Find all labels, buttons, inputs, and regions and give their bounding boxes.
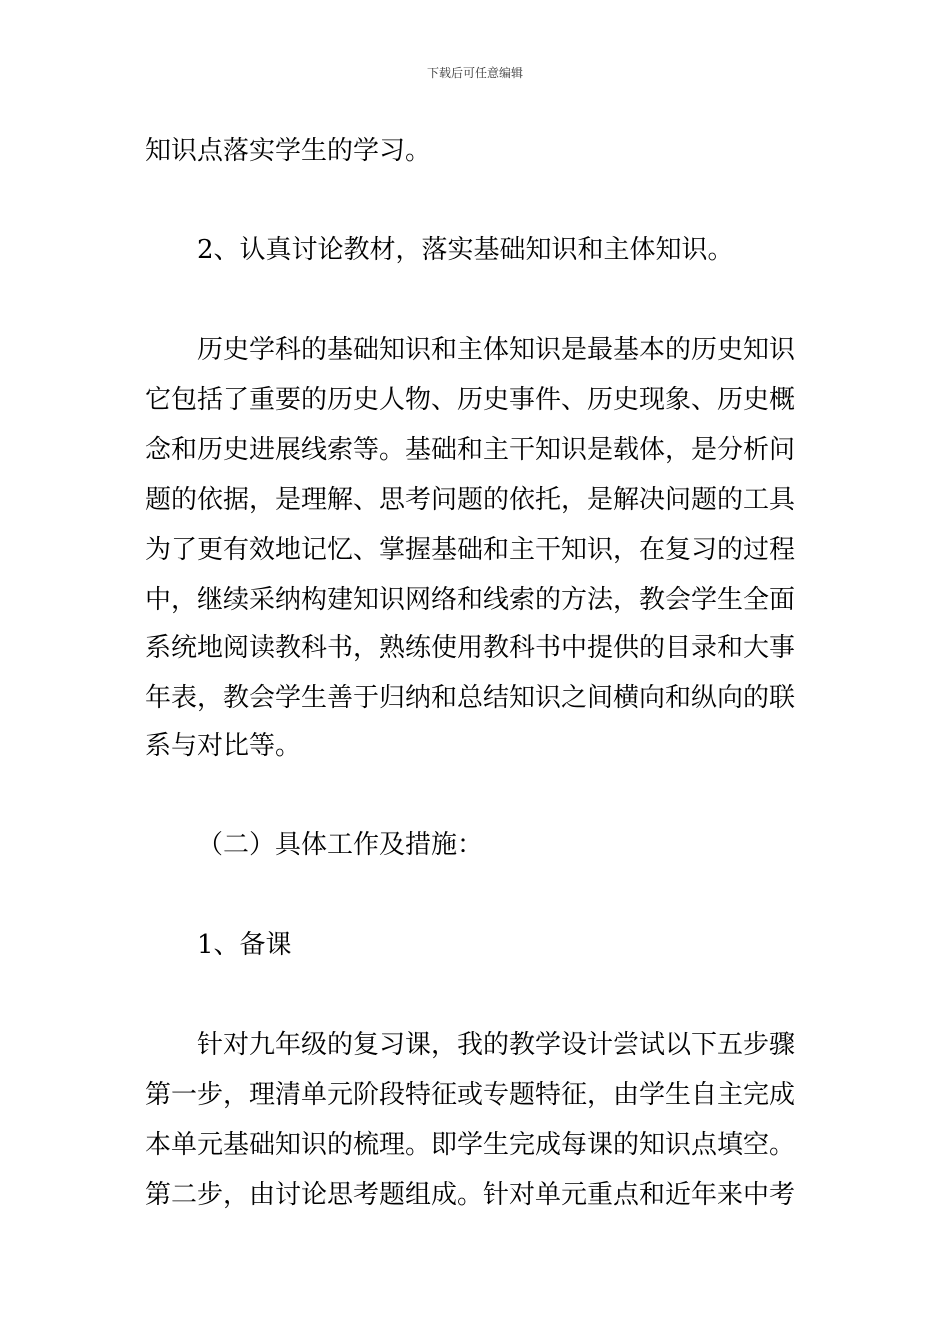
text-line-8: 中，继续采纳构建知识网络和线索的方法，教会学生全面 [145,585,796,615]
text-line-15: 第一步，理清单元阶段特征或专题特征，由学生自主完成 [145,1080,796,1110]
text-line-1: 知识点落实学生的学习。 [145,136,432,166]
section-heading: （二）具体工作及措施： [197,830,484,860]
text-line-16: 本单元基础知识的梳理。即学生完成每课的知识点填空。 [145,1130,796,1160]
text-line-6: 题的依据，是理解、思考问题的依托，是解决问题的工具 [145,485,796,515]
text-line-2: 2、认真讨论教材，落实基础知识和主体知识。 [197,235,734,265]
text-line-4: 它包括了重要的历史人物、历史事件、历史现象、历史概 [145,385,796,415]
text-line-14: 针对九年级的复习课，我的教学设计尝试以下五步骤 [197,1030,796,1060]
text-line-3: 历史学科的基础知识和主体知识是最基本的历史知识 [197,335,796,365]
text-line-7: 为了更有效地记忆、掌握基础和主干知识，在复习的过程 [145,535,796,565]
text-line-9: 系统地阅读教科书，熟练使用教科书中提供的目录和大事 [145,633,796,663]
text-line-11: 系与对比等。 [145,731,302,761]
subsection-heading: 1、备课 [197,930,292,960]
text-line-17: 第二步，由讨论思考题组成。针对单元重点和近年来中考 [145,1180,796,1210]
text-line-5: 念和历史进展线索等。基础和主干知识是载体，是分析问 [145,435,796,465]
page-header-note: 下载后可任意编辑 [426,66,523,80]
text-line-10: 年表，教会学生善于归纳和总结知识之间横向和纵向的联 [145,683,796,713]
